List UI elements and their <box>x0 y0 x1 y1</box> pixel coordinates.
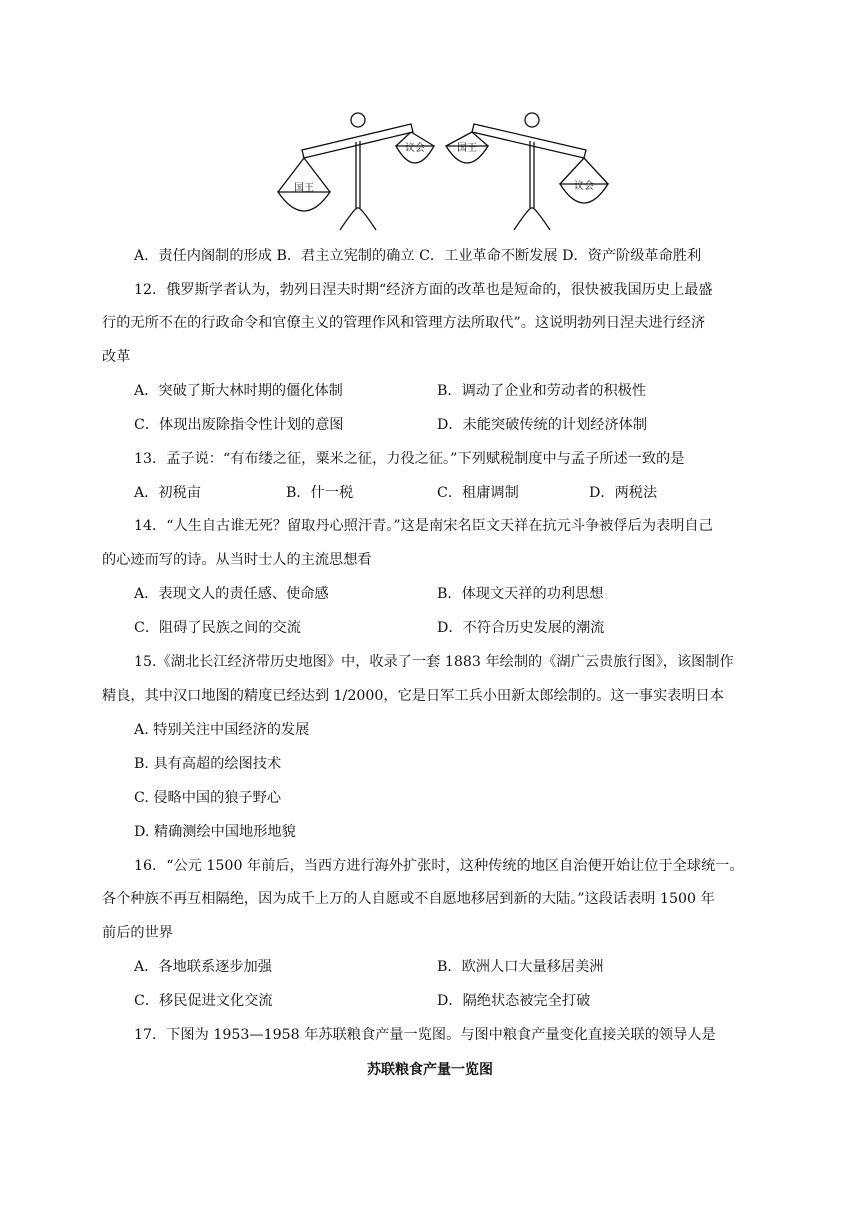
q16-stem-line-2: 各个种族不再互相隔绝，因为成千上万的人自愿或不自愿地移居到新的大陆。”这段话表明 1500 年 <box>102 891 715 907</box>
q15-option-a: A. 特别关注中国经济的发展 <box>134 722 310 738</box>
q14-option-d: D．不符合历史发展的潮流 <box>437 620 605 636</box>
q13-option-d: D．两税法 <box>589 485 658 501</box>
q12-stem-line-2: 行的无所不在的行政命令和官僚主义的管理作风和管理方法所取代”。这说明勃列日涅夫进行经济 <box>102 315 706 331</box>
q11-options: A．责任内阁制的形成 B．君主立宪制的确立 C．工业革命不断发展 D．资产阶级革命胜利 <box>134 248 702 264</box>
q14-option-b: B．体现文天祥的功利思想 <box>437 586 604 602</box>
q14-option-c: C．阻碍了民族之间的交流 <box>134 620 301 636</box>
q13-option-c: C．租庸调制 <box>437 485 519 501</box>
q13-option-a: A．初税亩 <box>134 485 201 501</box>
q16-stem-line-1: 16．“公元 1500 年前后，当西方进行海外扩张时，这种传统的地区自治便开始让位于全球统一。 <box>134 858 744 874</box>
q12-stem-line-3: 改革 <box>102 349 131 365</box>
q15-stem-line-1: 15.《湖北长江经济带历史地图》中，收录了一套 1883 年绘制的《湖广云贵旅行图》，该图制作 <box>134 654 734 670</box>
q16-option-b: B．欧洲人口大量移居美洲 <box>437 959 604 975</box>
q16-option-c: C．移民促进文化交流 <box>134 993 273 1009</box>
pan-label-parliament-right: 议会 <box>574 181 594 192</box>
q14-stem-line-1: 14．“人生自古谁无死？留取丹心照汗青。”这是南宋名臣文天祥在抗元斗争被俘后为表明自己 <box>134 518 713 534</box>
pan-label-parliament-left: 议会 <box>405 143 425 154</box>
q14-stem-line-2: 的心迹而写的诗。从当时士人的主流思想看 <box>102 552 372 568</box>
q13-option-b: B．什一税 <box>286 485 354 501</box>
q15-option-b: B. 具有高超的绘图技术 <box>134 756 282 772</box>
q16-stem-line-3: 前后的世界 <box>102 925 173 941</box>
q15-option-c: C. 侵略中国的狼子野心 <box>134 790 282 806</box>
q12-option-a: A．突破了斯大林时期的僵化体制 <box>134 383 343 399</box>
q12-stem-line-1: 12．俄罗斯学者认为，勃列日涅夫时期“经济方面的改革也是短命的，很快被我国历史上最盛 <box>134 282 713 298</box>
q14-option-a: A．表现文人的责任感、使命感 <box>134 586 329 602</box>
pan-label-king-right: 国王 <box>457 143 477 154</box>
q12-option-d: D．未能突破传统的计划经济体制 <box>437 417 648 433</box>
left-scale-drawing <box>278 113 434 230</box>
q16-option-a: A．各地联系逐步加强 <box>134 959 272 975</box>
q15-stem-line-2: 精良，其中汉口地图的精度已经达到 1/2000，它是日军工兵小田新太郎绘制的。这一事实表明日本 <box>102 688 724 704</box>
q17-stem: 17．下图为 1953—1958 年苏联粮食产量一览图。与图中粮食产量变化直接关联的领导人是 <box>134 1027 716 1043</box>
q16-option-d: D．隔绝状态被完全打破 <box>437 993 591 1009</box>
balance-scales-figure <box>270 100 620 235</box>
q15-option-d: D. 精确测绘中国地形地貌 <box>134 824 296 840</box>
q13-stem: 13．孟子说：“有布缕之征，粟米之征，力役之征。”下列赋税制度中与孟子所述一致的是 <box>134 451 685 467</box>
right-scale-drawing <box>446 113 608 230</box>
pan-label-king-left: 国王 <box>294 183 314 194</box>
q12-option-c: C．体现出废除指令性计划的意图 <box>134 417 344 433</box>
q12-option-b: B．调动了企业和劳动者的积极性 <box>437 383 647 399</box>
q17-chart-title: 苏联粮食产量一览图 <box>367 1062 493 1078</box>
